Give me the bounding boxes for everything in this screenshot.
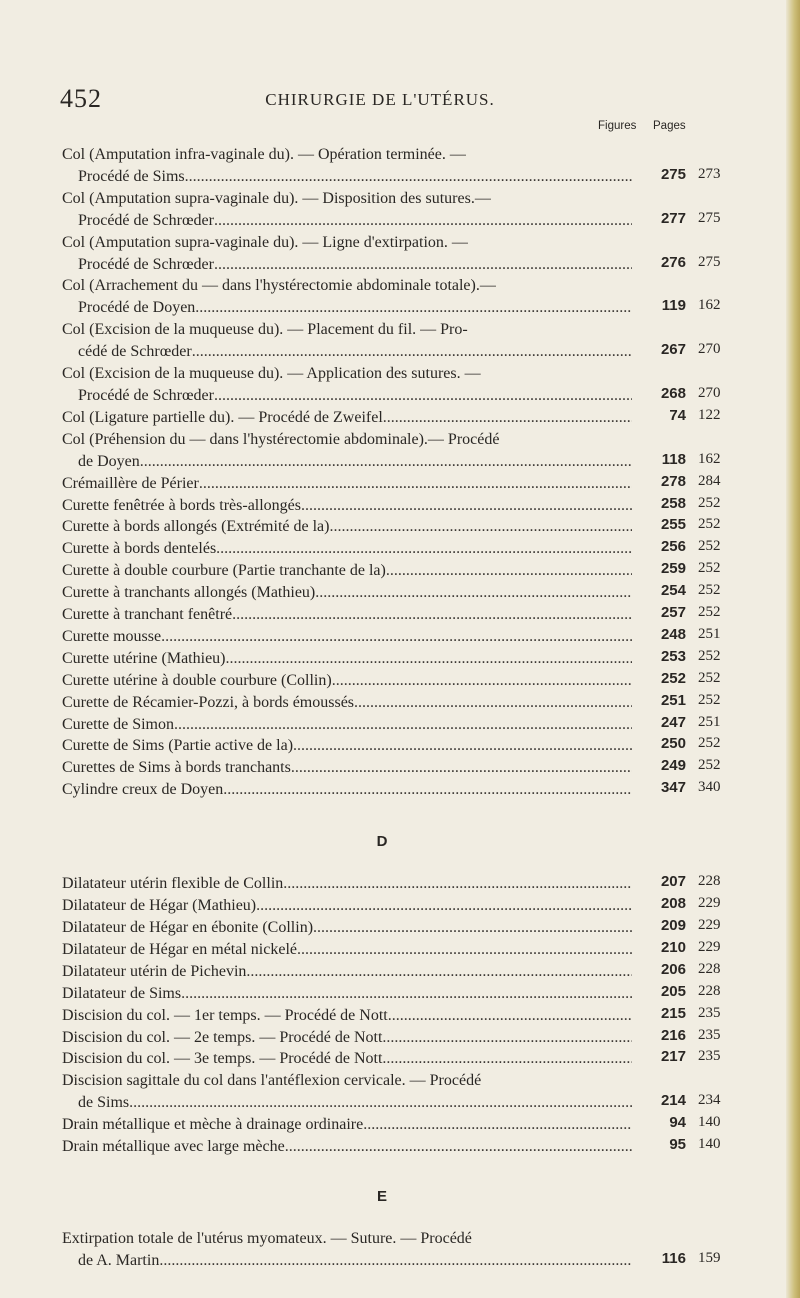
figure-number: 248 [660,625,686,643]
figure-number: 251 [660,691,686,709]
index-entry [62,692,762,714]
entry-text-line: Col (Amputation supra-vaginale du). — Ligne d'extirpation. — [62,233,468,251]
figure-number: 257 [660,604,686,622]
dot-leader [214,210,632,232]
dot-leader [293,735,632,757]
index-entry [62,917,762,939]
dot-leader [195,297,632,319]
index-entry [62,473,762,495]
page-reference: 159 [698,1249,721,1266]
dot-leader [285,1136,632,1158]
dot-leader [232,604,632,626]
dot-leader [192,341,632,363]
figure-number: 258 [660,494,686,512]
pages-column-heading: Pages [653,120,686,132]
entry-text-last: Discision du col. — 3e temps. — Procédé de Nott [62,1050,383,1068]
figure-number: 209 [660,917,686,934]
dot-leader [354,692,632,714]
page-reference: 252 [698,582,721,599]
entry-leader-line [62,254,632,276]
dot-leader [159,1250,632,1272]
entry-leader-line [62,895,632,917]
entry-text-last: Cylindre creux de Doyen [62,781,224,799]
entry-text-last: Drain métallique avec large mèche [62,1138,285,1156]
entry-text-line: Extirpation totale de l'utérus myomateux. — Suture. — Procédé [62,1229,472,1247]
entry-text-last: Curette à bords dentelés [62,540,217,558]
page-reference: 235 [698,1026,721,1043]
entry-leader-line [62,1092,632,1114]
page-reference: 275 [698,253,721,270]
index-entry [62,779,762,801]
entry-leader-line [62,582,632,604]
entry-leader-line [62,626,632,648]
page-reference: 228 [698,982,721,999]
entry-text-last: Procédé de Schrœder [78,255,214,273]
dot-leader [382,1027,632,1049]
figure-number: 119 [661,297,686,315]
figure-number: 217 [660,1048,686,1066]
entry-leader-line [62,560,632,582]
index-entry [62,232,762,276]
index-entry [62,1070,762,1114]
entry-leader-line [62,1027,632,1049]
entry-text-line: Col (Amputation infra-vaginale du). — Opération terminée. — [62,146,466,163]
entry-text-last: de Sims [78,1094,130,1112]
index-entry [62,144,762,188]
index-entry [62,757,762,779]
page-number: 452 [60,84,102,113]
entry-leader-line [62,757,632,779]
dot-leader [297,939,632,961]
index-entry [62,873,762,895]
entry-leader-line [62,692,632,714]
entry-text-last: Procédé de Schrœder [78,386,214,404]
page-reference: 228 [698,960,721,977]
entry-text-last: Dilatateur de Sims [62,984,182,1002]
dot-leader [388,1005,632,1027]
entry-text-last: Curette à tranchant fenêtré [62,606,233,624]
index-entry [62,895,762,917]
entry-text-last: Curettes de Sims à bords tranchants [62,759,291,777]
index-entry [62,1228,762,1272]
page-reference: 140 [698,1136,721,1153]
page-reference: 235 [698,1048,721,1065]
entry-leader-line [62,538,632,560]
index-entries [62,144,762,1272]
dot-leader [363,1114,632,1136]
index-entry [62,319,762,363]
page-reference: 252 [698,735,721,752]
page-reference: 252 [698,757,721,774]
page-reference: 140 [698,1114,721,1131]
figure-number: 214 [660,1092,686,1110]
dot-leader [129,1092,632,1114]
dot-leader [383,407,632,429]
entry-leader-line [62,1005,632,1027]
page-reference: 284 [698,472,721,489]
figure-number: 216 [660,1026,686,1044]
entry-text-last: Procédé de Sims [78,167,185,185]
dot-leader [246,961,632,983]
entry-text-line: Col (Arrachement du — dans l'hystérectomie abdominale totale).— [62,277,496,295]
dot-leader [291,757,632,779]
figure-number: 215 [660,1004,686,1022]
page-reference: 229 [698,938,721,955]
figure-number: 116 [661,1249,686,1267]
dot-leader [140,451,632,473]
page-reference: 252 [698,538,721,555]
entry-leader-line [62,495,632,517]
page-reference: 252 [698,516,721,533]
figure-number: 259 [660,560,686,578]
entry-text-last: Curette de Sims (Partie active de la) [62,737,294,755]
figure-number: 205 [660,982,686,1000]
entry-leader-line [62,961,632,983]
figure-number: 253 [660,647,686,665]
page-reference: 252 [698,669,721,686]
entry-leader-line [62,917,632,939]
page-reference: 162 [698,297,721,314]
page-reference: 252 [698,604,721,621]
index-entry [62,275,762,319]
page-reference: 234 [698,1092,721,1109]
dot-leader [301,495,632,517]
page-reference: 251 [698,625,721,642]
entry-leader-line [62,385,632,407]
entry-leader-line [62,670,632,692]
entry-text-line: Discision sagittale du col dans l'antéflexion cervicale. — Procédé [62,1072,482,1090]
page-reference: 228 [698,873,721,890]
section-letter: E [376,1187,387,1205]
figure-number: 207 [660,873,686,891]
index-entry [62,1136,762,1158]
page-reference: 229 [698,895,721,912]
dot-leader [313,917,632,939]
dot-leader [315,582,632,604]
entry-leader-line [62,779,632,801]
entry-text-last: Curette de Simon [62,715,174,733]
entry-text-last: de A. Martin [78,1251,160,1269]
entry-text-last: Discision du col. — 2e temps. — Procédé de Nott [62,1028,383,1046]
index-entry [62,1114,762,1136]
entry-leader-line [62,604,632,626]
entry-leader-line [62,516,632,538]
index-entry [62,1027,762,1049]
entry-leader-line [62,473,632,495]
index-entry [62,983,762,1005]
entry-text-last: Dilatateur de Hégar en ébonite (Collin) [62,919,314,936]
entry-leader-line [62,341,632,363]
index-entry [62,407,762,429]
page-header [60,84,700,116]
index-entry [62,363,762,407]
figure-number: 268 [660,384,686,402]
column-headings [590,120,770,136]
entry-leader-line [62,166,632,188]
index-entry [62,1048,762,1070]
entry-text-last: Curette fenêtrée à bords très-allongés [62,496,302,514]
page-reference: 252 [698,647,721,664]
index-entry [62,188,762,232]
entry-text-last: Drain métallique et mèche à drainage ordinaire [62,1116,364,1134]
dot-leader [174,714,632,736]
entry-text-last: Curette de Récamier-Pozzi, à bords émoussés [62,693,355,711]
dot-leader [223,779,632,801]
page-reference: 275 [698,209,721,226]
running-title: CHIRURGIE DE L'UTÉRUS. [265,90,495,109]
page-reference: 270 [698,384,721,401]
dot-leader [332,670,632,692]
figure-number: 277 [660,209,686,227]
entry-leader-line [62,407,632,429]
figure-number: 252 [660,669,686,687]
figure-number: 95 [669,1136,686,1154]
index-entry [62,714,762,736]
page-reference: 162 [698,450,721,467]
dot-leader [216,538,632,560]
entry-leader-line [62,1114,632,1136]
figure-number: 208 [660,895,686,913]
page-edge [786,0,800,1298]
entry-text-last: Curette utérine à double courbure (Collin) [62,671,332,689]
dot-leader [199,473,632,495]
dot-leader [181,983,632,1005]
entry-leader-line [62,1136,632,1158]
dot-leader [214,385,632,407]
figure-number: 276 [660,253,686,271]
entry-leader-line [62,297,632,319]
entry-text-last: Procédé de Schrœder [78,211,214,229]
entry-text-line: Col (Amputation supra-vaginale du). — Disposition des sutures.— [62,189,491,207]
figure-number: 247 [660,713,686,731]
entry-text-last: Curette mousse [62,627,162,645]
entry-text-line: Col (Préhension du — dans l'hystérectomie abdominale).— Procédé [62,430,500,448]
index-entry [62,582,762,604]
index-entry [62,495,762,517]
figure-number: 94 [669,1114,686,1132]
dot-leader [214,254,632,276]
index-entry [62,538,762,560]
entry-text-last: cédé de Schrœder [78,343,192,361]
entry-text-last: Procédé de Doyen [78,299,196,317]
entry-leader-line [62,1048,632,1070]
entry-text-last: Dilatateur de Hégar (Mathieu) [62,897,257,915]
index-entry [62,648,762,670]
dot-leader [283,873,632,895]
page-reference: 273 [698,165,721,182]
entry-leader-line [62,1250,632,1272]
dot-leader [185,166,632,188]
entry-text-last: de Doyen [78,452,140,470]
entry-text-last: Col (Ligature partielle du). — Procédé de Zweifel [62,408,383,426]
index-entry [62,961,762,983]
figure-number: 275 [660,165,686,183]
index-entry [62,670,762,692]
index-entry [62,560,762,582]
dot-leader [226,648,633,670]
index-entry [62,626,762,648]
entry-text-last: Curette utérine (Mathieu) [62,649,226,667]
entry-text-last: Curette à tranchants allongés (Mathieu) [62,584,316,602]
entry-leader-line [62,210,632,232]
entry-text-last: Crémaillère de Périer [62,474,199,492]
entry-leader-line [62,873,632,895]
figure-number: 249 [660,757,686,775]
index-entry [62,604,762,626]
entry-text-last: Dilatateur de Hégar en métal nickelé [62,940,297,958]
dot-leader [386,560,632,582]
dot-leader [256,895,632,917]
index-entry [62,939,762,961]
entry-text-line: Col (Excision de la muqueuse du). — Placement du fil. — Pro- [62,321,468,339]
index-entry [62,516,762,538]
figure-number: 118 [661,450,686,468]
figure-number: 210 [660,938,686,956]
figures-column-heading: Figures [598,120,637,132]
entry-leader-line [62,648,632,670]
entry-text-last: Curette à double courbure (Partie tranchante de la) [62,562,386,580]
dot-leader [382,1048,632,1070]
figure-number: 347 [660,779,686,797]
figure-number: 254 [660,582,686,600]
page-reference: 229 [698,917,721,933]
page-reference: 340 [698,779,721,796]
entry-text-last: Discision du col. — 1er temps. — Procédé de Nott [62,1006,388,1024]
page-reference: 252 [698,560,721,577]
entry-text-last: Dilatateur utérin de Pichevin [62,962,247,980]
dot-leader [161,626,632,648]
entry-leader-line [62,939,632,961]
section-letter: D [376,833,388,851]
entry-text-last: Curette à bords allongés (Extrémité de la) [62,518,330,536]
dot-leader [329,516,632,538]
index-entry [62,735,762,757]
entry-text-last: Dilatateur utérin flexible de Collin [62,875,284,893]
page-reference: 235 [698,1004,721,1021]
entry-text-line: Col (Excision de la muqueuse du). — Application des sutures. — [62,365,481,383]
page-reference: 251 [698,713,721,730]
figure-number: 206 [660,960,686,978]
page-reference: 252 [698,691,721,708]
figure-number: 255 [660,516,686,534]
entry-leader-line [62,714,632,736]
page-reference: 252 [698,494,721,511]
index-entry [62,1005,762,1027]
page-reference: 270 [698,341,721,358]
entry-leader-line [62,451,632,473]
figure-number: 267 [660,341,686,359]
entry-leader-line [62,983,632,1005]
figure-number: 250 [660,735,686,753]
figure-number: 278 [660,472,686,490]
figure-number: 256 [660,538,686,556]
figure-number: 74 [669,406,686,424]
index-entry [62,429,762,473]
entry-leader-line [62,735,632,757]
page-reference: 122 [698,406,721,423]
